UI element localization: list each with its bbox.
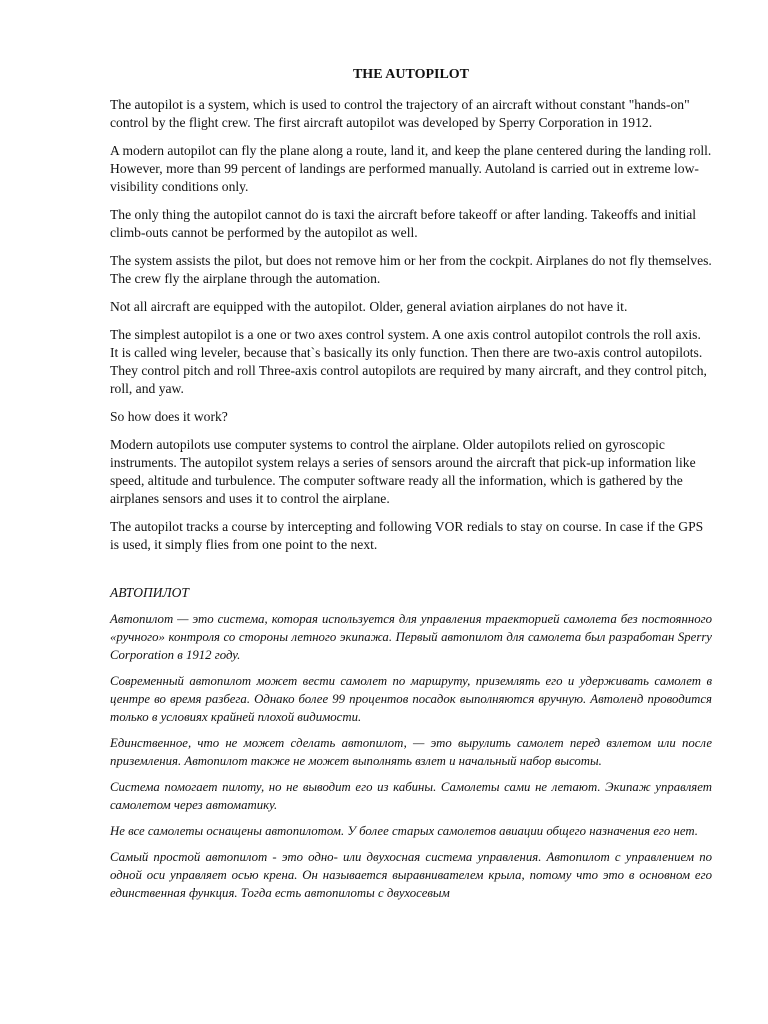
paragraph-en-6: The simplest autopilot is a one or two axes control system. A one axis control autopilot controls the roll axis. It is called wing leveler, because that`s basically its only function. Then there are two-axis control autopilots. They control pitch and roll Three-axis control autopilots are required by many aircraft, and they control pitch, roll, and yaw. [110, 327, 707, 396]
document-title: THE AUTOPILOT [352, 67, 470, 82]
russian-title: АВТОПИЛОТ [110, 585, 189, 600]
section-gap [110, 564, 712, 584]
paragraph-ru-1: Автопилот — это система, которая используется для управления траекторией самолета без постоянного «ручного» контроля со стороны летного экипажа. Первый автопилот для самолета был разработан Sperry Corporation в 1912 году. [110, 612, 712, 662]
paragraph-en-5: Not all aircraft are equipped with the autopilot. Older, general aviation airplanes do not have it. [110, 299, 628, 314]
paragraph-en-7: So how does it work? [110, 409, 228, 424]
paragraph-en-4: The system assists the pilot, but does not remove him or her from the cockpit. Airplanes do not fly themselves. The crew fly the airplane through the automation. [110, 253, 712, 286]
paragraph-en-9: The autopilot tracks a course by intercepting and following VOR redials to stay on course. In case if the GPS is used, it simply flies from one point to the next. [110, 519, 704, 552]
paragraph-en-1: The autopilot is a system, which is used to control the trajectory of an aircraft without constant "hands-on" control by the flight crew. The first aircraft autopilot was developed by Sperry Corporation in 1912. [110, 97, 690, 130]
paragraph-en-2: A modern autopilot can fly the plane along a route, land it, and keep the plane centered during the landing roll. However, more than 99 percent of landings are performed manually. Autoland is carried out in extreme low-visibility conditions only. [110, 143, 712, 194]
paragraph-ru-2: Современный автопилот может вести самолет по маршруту, приземлять его и удерживать самолет в центре во время разбега. Однако более 99 процентов посадок выполняются вручную. Автоленд проводится только в условиях крайней плохой видимости. [110, 674, 712, 724]
paragraph-en-3: The only thing the autopilot cannot do is taxi the aircraft before takeoff or after landing. Takeoffs and initial climb-outs cannot be performed by the autopilot as well. [110, 207, 697, 240]
paragraph-ru-6: Самый простой автопилот - это одно- или двухосная система управления. Автопилот с управлением по одной оси управляет осью крена. Он называется выравнивателем крыла, потому что это в основном его единственная функция. Тогда есть автопилоты с двухосевым [110, 850, 712, 900]
paragraph-en-8: Modern autopilots use computer systems to control the airplane. Older autopilots relied on gyroscopic instruments. The autopilot system relays a series of sensors around the aircraft that pick-up information like speed, altitude and turbulence. The computer software ready all the information, which is gathered by the airplanes sensors and uses it to control the airplane. [110, 437, 696, 506]
paragraph-ru-3: Единственное, что не может сделать автопилот, — это вырулить самолет перед взлетом или после приземления. Автопилот также не может выполнять взлет и начальный набор высоты. [110, 736, 712, 768]
paragraph-ru-4: Система помогает пилоту, но не выводит его из кабины. Самолеты сами не летают. Экипаж управляет самолетом через автоматику. [110, 780, 712, 812]
paragraph-ru-5: Не все самолеты оснащены автопилотом. У более старых самолетов авиации общего назначения его нет. [110, 824, 698, 838]
